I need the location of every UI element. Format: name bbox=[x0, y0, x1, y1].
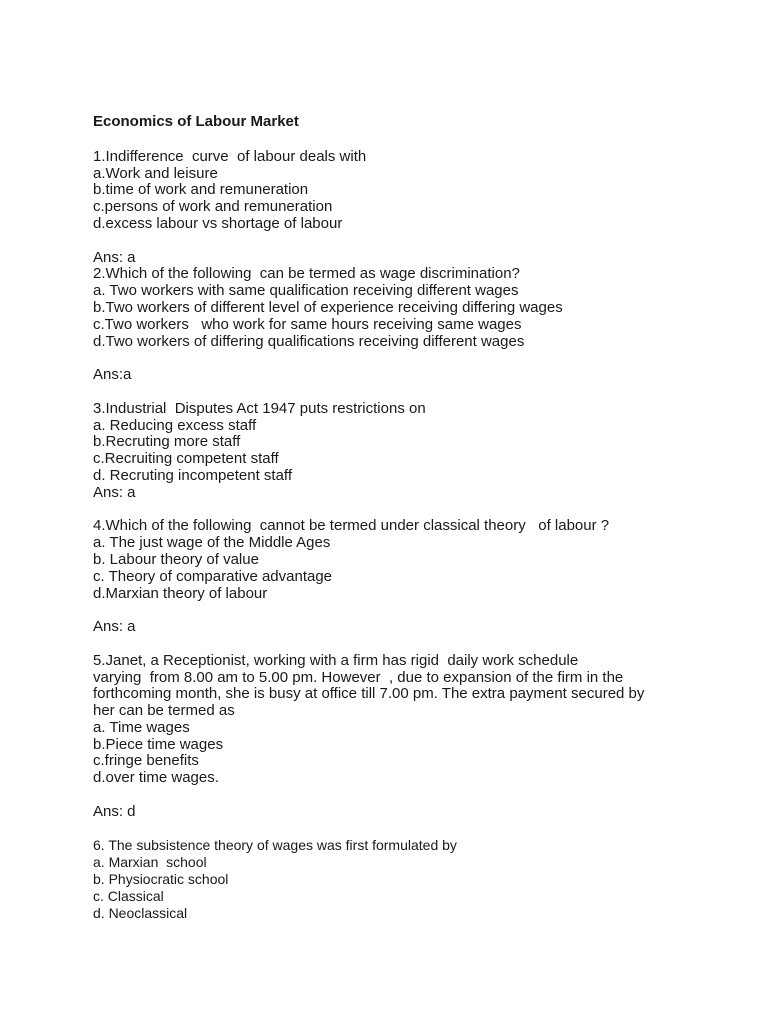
question-text-line: 5.Janet, a Receptionist, working with a firm has rigid daily work schedule bbox=[93, 651, 579, 669]
option-a: a.Work and leisure bbox=[93, 164, 218, 182]
answer-text: Ans: d bbox=[93, 802, 136, 820]
question-block-5 bbox=[93, 653, 733, 838]
option-b: b.time of work and remuneration bbox=[93, 181, 309, 199]
answer-text: Ans:a bbox=[93, 366, 132, 384]
option-c: c.fringe benefits bbox=[93, 752, 199, 770]
spacer bbox=[93, 602, 733, 619]
option-b: b.Recruting more staff bbox=[93, 433, 241, 451]
spacer bbox=[93, 787, 733, 804]
question-text: 3.Industrial Disputes Act 1947 puts restrictions on bbox=[93, 399, 426, 417]
question-text-line: her can be termed as bbox=[93, 702, 235, 720]
option-a: a. The just wage of the Middle Ages bbox=[93, 534, 331, 552]
option-a: a. Marxian school bbox=[93, 854, 207, 871]
spacer bbox=[93, 502, 733, 519]
option-d: d. Neoclassical bbox=[93, 904, 188, 921]
question-block-2 bbox=[93, 266, 733, 400]
option-b: b.Two workers of different level of experience receiving differing wages bbox=[93, 298, 563, 316]
option-c: c.persons of work and remuneration bbox=[93, 198, 333, 216]
option-d: d.Marxian theory of labour bbox=[93, 584, 268, 602]
question-block-6 bbox=[93, 837, 733, 921]
question-block-1 bbox=[93, 149, 733, 267]
option-c: c. Theory of comparative advantage bbox=[93, 567, 333, 585]
question-text: 4.Which of the following cannot be termed under classical theory of labour ? bbox=[93, 517, 610, 535]
spacer bbox=[93, 821, 733, 838]
spacer bbox=[93, 132, 733, 149]
question-text: 2.Which of the following can be termed as wage discrimination? bbox=[93, 265, 520, 283]
spacer bbox=[93, 636, 733, 653]
option-b: b.Piece time wages bbox=[93, 735, 224, 753]
option-b: b. Physiocratic school bbox=[93, 871, 229, 888]
question-text: 6. The subsistence theory of wages was first formulated by bbox=[93, 837, 457, 854]
question-block-3 bbox=[93, 401, 733, 519]
answer-text: Ans: a bbox=[93, 483, 136, 501]
spacer bbox=[93, 233, 733, 250]
document-page bbox=[93, 112, 733, 921]
option-c: c. Classical bbox=[93, 887, 164, 904]
answer-text: Ans: a bbox=[93, 248, 136, 266]
option-a: a. Time wages bbox=[93, 718, 190, 736]
question-text-line: varying from 8.00 am to 5.00 pm. However , due to expansion of the firm in the bbox=[93, 668, 624, 686]
question-text-line: forthcoming month, she is busy at office till 7.00 pm. The extra payment secured by bbox=[93, 685, 645, 703]
answer-text: Ans: a bbox=[93, 618, 136, 636]
spacer bbox=[93, 384, 733, 401]
question-block-4 bbox=[93, 518, 733, 652]
option-d: d.over time wages. bbox=[93, 769, 219, 787]
option-a: a. Two workers with same qualification receiving different wages bbox=[93, 282, 519, 300]
option-c: c.Recruiting competent staff bbox=[93, 450, 279, 468]
spacer bbox=[93, 350, 733, 367]
option-b: b. Labour theory of value bbox=[93, 550, 259, 568]
option-a: a. Reducing excess staff bbox=[93, 416, 257, 434]
option-c: c.Two workers who work for same hours receiving same wages bbox=[93, 315, 522, 333]
option-d: d. Recruting incompetent staff bbox=[93, 466, 292, 484]
question-text: 1.Indifference curve of labour deals with bbox=[93, 147, 367, 165]
option-d: d.Two workers of differing qualifications receiving different wages bbox=[93, 332, 525, 350]
document-title: Economics of Labour Market bbox=[93, 113, 299, 130]
option-d: d.excess labour vs shortage of labour bbox=[93, 214, 343, 232]
